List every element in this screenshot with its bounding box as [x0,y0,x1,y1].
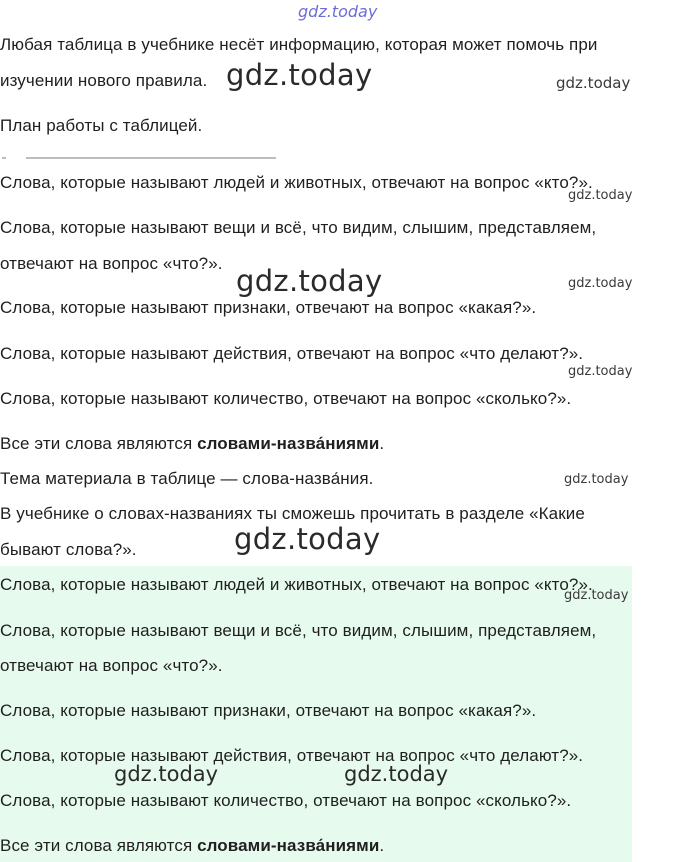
watermark-large-2: gdz.today [236,264,383,298]
topic-line: Тема материала в таблице — слова-назва́ния. [0,469,374,488]
section2-summary-prefix: Все эти слова являются [0,836,198,855]
section1-count: Слова, которые называют количество, отвечают на вопрос «сколько?». [0,389,572,408]
watermark-small-2: gdz.today [568,188,633,203]
watermark-small-1: gdz.today [556,74,631,92]
textbook-line-2: бывают слова?». [0,540,137,559]
section1-do: Слова, которые называют действия, отвечают на вопрос «что делают?». [0,344,584,363]
textbook-line-1: В учебнике о словах-названиях ты сможешь прочитать в разделе «Какие [0,504,585,523]
section2-what-2: отвечают на вопрос «что?». [0,656,223,675]
section2-count: Слова, которые называют количество, отвечают на вопрос «сколько?». [0,791,572,810]
section2-do: Слова, которые называют действия, отвечают на вопрос «что делают?». [0,746,584,765]
watermark-large-1: gdz.today [226,58,373,92]
watermark-small-6: gdz.today [564,588,629,603]
section1-summary [0,434,384,454]
section1-summary-prefix: Все эти слова являются [0,434,198,453]
section2-who: Слова, которые называют людей и животных, отвечают на вопрос «кто?». [0,575,593,594]
watermark-small-5: gdz.today [564,472,629,487]
watermark-top: gdz.today [298,2,378,21]
section1-summary-suffix: . [379,434,385,453]
watermark-large-3: gdz.today [234,522,381,556]
clipped-line-fragment [26,157,276,159]
section2-summary [0,836,384,856]
section2-what-1: Слова, которые называют вещи и всё, что видим, слышим, представляем, [0,621,597,640]
watermark-small-3: gdz.today [568,276,633,291]
intro-line-2: изучении нового правила. [0,71,208,90]
plan-title: План работы с таблицей. [0,116,203,135]
watermark-medium-2: gdz.today [344,762,449,786]
clipped-line-fragment [2,157,6,159]
section1-what-1: Слова, которые называют вещи и всё, что видим, слышим, представляем, [0,218,597,237]
section1-which: Слова, которые называют признаки, отвечают на вопрос «какая?». [0,298,537,317]
section1-what-2: отвечают на вопрос «что?». [0,254,223,273]
watermark-small-4: gdz.today [568,364,633,379]
section2-summary-suffix: . [379,836,385,855]
section2-which: Слова, которые называют признаки, отвечают на вопрос «какая?». [0,701,537,720]
section1-summary-term: словами-назва́ниями [197,434,380,453]
section1-who: Слова, которые называют людей и животных, отвечают на вопрос «кто?». [0,173,593,192]
watermark-medium-1: gdz.today [114,762,219,786]
section2-summary-term: словами-назва́ниями [197,836,380,855]
intro-line-1: Любая таблица в учебнике несёт информацию, которая может помочь при [0,35,598,54]
